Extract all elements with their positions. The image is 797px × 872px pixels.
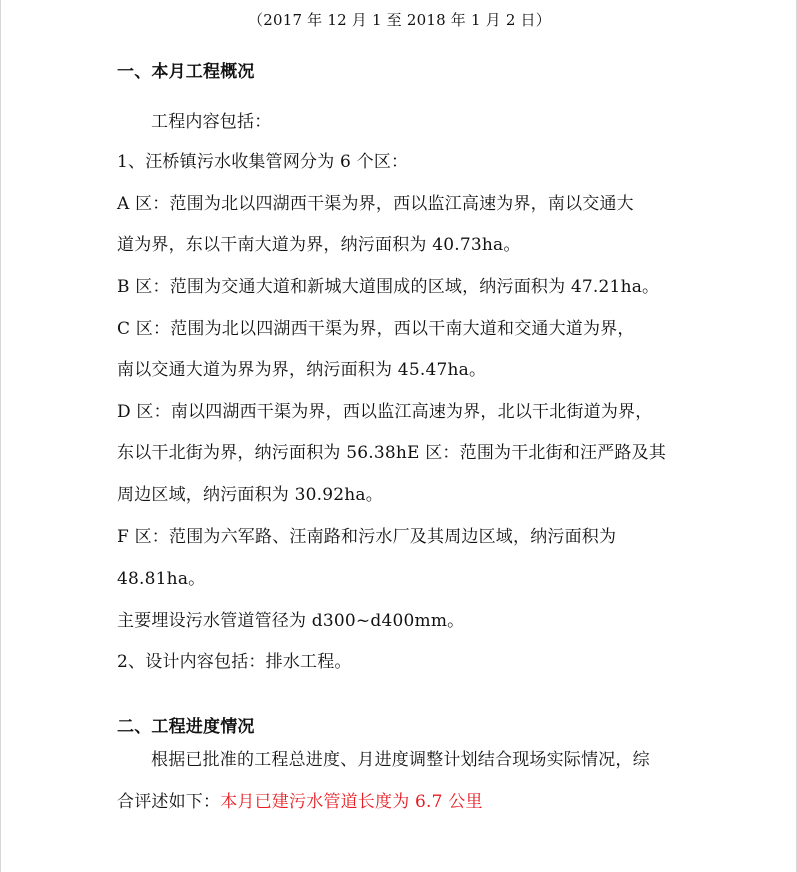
zone-f-line-1: F 区：范围为六军路、汪南路和污水厂及其周边区域，纳污面积为: [117, 527, 617, 547]
zone-d-line-3: 周边区域，纳污面积为 30.92ha。: [117, 485, 383, 505]
zone-c-line-1: C 区：范围为北以四湖西干渠为界，西以干南大道和交通大道为界，: [117, 319, 635, 339]
section-2-paragraph-line-2: [117, 792, 483, 812]
item-1: 1、汪桥镇污水收集管网分为 6 个区：: [117, 152, 409, 172]
section-1-title: 一、本月工程概况: [117, 62, 255, 82]
summary-prefix: 合评述如下：: [117, 792, 221, 812]
item-2: 2、设计内容包括：排水工程。: [117, 652, 352, 672]
zone-f-line-2: 48.81ha。: [117, 569, 206, 589]
pipe-spec: 主要埋设污水管道管径为 d300~d400mm。: [117, 611, 465, 631]
zone-d-line-1: D 区：南以四湖西干渠为界，西以监江高速为界，北以干北街道为界，: [117, 402, 653, 422]
zone-a-line-1: A 区：范围为北以四湖西干渠为界，西以监江高速为界，南以交通大: [117, 194, 634, 214]
section-2-paragraph-line-1: 根据已批准的工程总进度、月进度调整计划结合现场实际情况，综: [151, 750, 650, 770]
section-1-intro: 工程内容包括：: [151, 112, 272, 132]
zone-a-line-2: 道为界，东以干南大道为界，纳污面积为 40.73ha。: [117, 235, 521, 255]
section-2-title: 二、工程进度情况: [117, 717, 255, 737]
date-range: （2017 年 12 月 1 至 2018 年 1 月 2 日）: [248, 11, 551, 29]
zone-c-line-2: 南以交通大道为界为界，纳污面积为 45.47ha。: [117, 360, 487, 380]
progress-highlight: 本月已建污水管道长度为 6.7 公里: [220, 792, 483, 812]
zone-b-line-1: B 区：范围为交通大道和新城大道围成的区域，纳污面积为 47.21ha。: [117, 277, 660, 297]
zone-d-line-2: 东以干北街为界，纳污面积为 56.38hE 区：范围为干北街和汪严路及其: [117, 443, 667, 463]
